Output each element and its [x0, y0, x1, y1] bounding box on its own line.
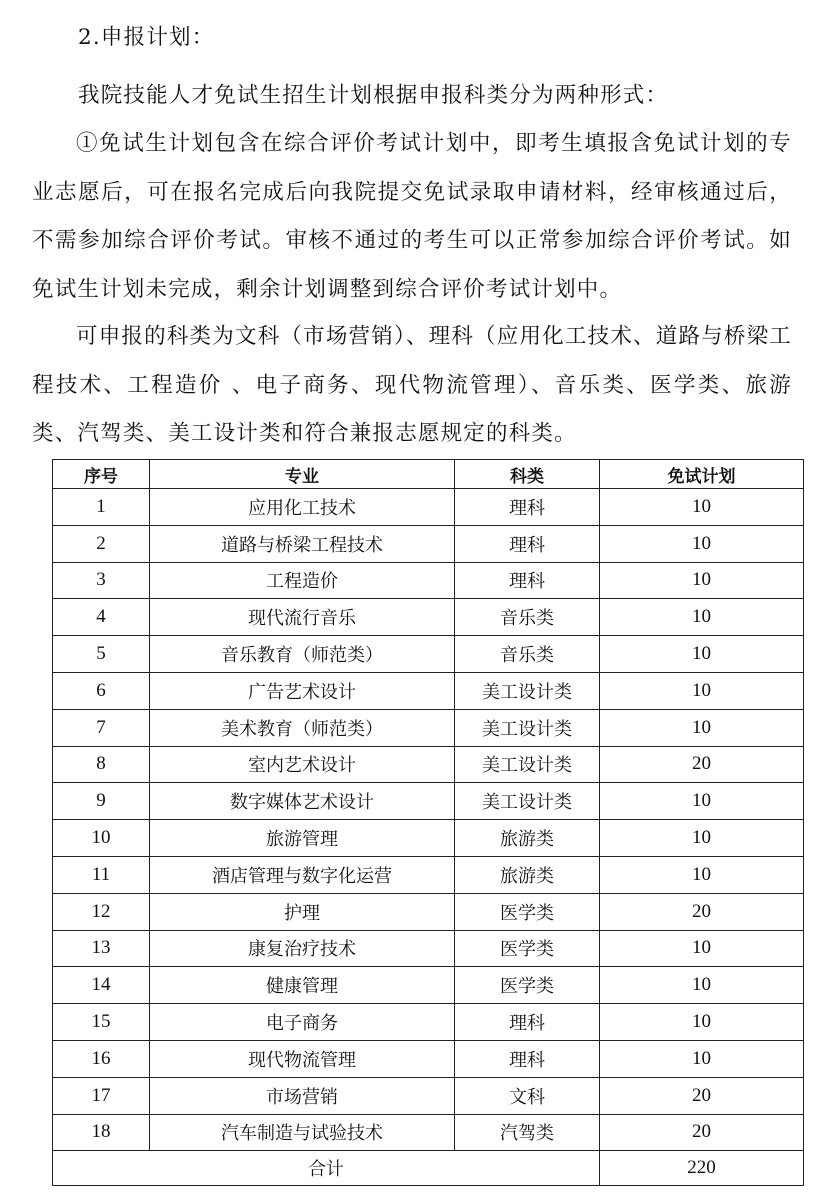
row-plan: 10 — [600, 856, 804, 893]
row-index: 6 — [53, 672, 150, 709]
row-plan: 10 — [600, 709, 804, 746]
table-row — [53, 562, 804, 599]
row-category: 旅游类 — [455, 820, 600, 857]
row-major: 室内艺术设计 — [150, 746, 455, 783]
table-row — [53, 672, 804, 709]
row-category: 医学类 — [455, 893, 600, 930]
row-major: 应用化工技术 — [150, 489, 455, 526]
row-category: 理科 — [455, 1040, 600, 1077]
row-index: 18 — [53, 1114, 150, 1151]
row-major: 酒店管理与数字化运营 — [150, 856, 455, 893]
row-category: 美工设计类 — [455, 746, 600, 783]
row-major: 数字媒体艺术设计 — [150, 783, 455, 820]
table-header-row — [53, 460, 804, 489]
row-category: 文科 — [455, 1077, 600, 1114]
row-index: 17 — [53, 1077, 150, 1114]
row-major: 广告艺术设计 — [150, 672, 455, 709]
row-category: 医学类 — [455, 967, 600, 1004]
row-plan: 10 — [600, 820, 804, 857]
table-row — [53, 783, 804, 820]
row-major: 护理 — [150, 893, 455, 930]
table-row — [53, 820, 804, 857]
row-major: 电子商务 — [150, 1004, 455, 1041]
row-major: 音乐教育（师范类） — [150, 636, 455, 673]
table-row — [53, 746, 804, 783]
row-plan: 10 — [600, 562, 804, 599]
table-body — [53, 489, 804, 1151]
row-plan: 10 — [600, 672, 804, 709]
table-row — [53, 967, 804, 1004]
row-category: 音乐类 — [455, 636, 600, 673]
table-row — [53, 930, 804, 967]
table-row — [53, 856, 804, 893]
section-heading: 2.申报计划： — [78, 25, 215, 50]
row-plan: 10 — [600, 930, 804, 967]
row-index: 10 — [53, 820, 150, 857]
intro-paragraph: 我院技能人才免试生招生计划根据申报科类分为两种形式： — [78, 83, 669, 108]
table-row — [53, 1040, 804, 1077]
row-index: 3 — [53, 562, 150, 599]
row-plan: 10 — [600, 967, 804, 1004]
total-label: 合计 — [53, 1151, 600, 1186]
table-row — [53, 1004, 804, 1041]
rule-paragraph-1: ①免试生计划包含在综合评价考试计划中，即考生填报含免试计划的专业志愿后，可在报名完成后向我院提交免试录取申请材料，经审核通过后，不需参加综合评价考试。审核不通过的考生可以正常参加综合评价考试。如免试生计划未完成，剩余计划调整到综合评价考试计划中。 — [32, 131, 792, 302]
row-index: 11 — [53, 856, 150, 893]
row-category: 音乐类 — [455, 599, 600, 636]
row-plan: 10 — [600, 783, 804, 820]
row-category: 美工设计类 — [455, 709, 600, 746]
row-index: 4 — [53, 599, 150, 636]
row-major: 汽车制造与试验技术 — [150, 1114, 455, 1151]
row-index: 15 — [53, 1004, 150, 1041]
row-index: 2 — [53, 525, 150, 562]
row-index: 13 — [53, 930, 150, 967]
table-row — [53, 525, 804, 562]
row-plan: 10 — [600, 1004, 804, 1041]
table-row — [53, 489, 804, 526]
row-category: 旅游类 — [455, 856, 600, 893]
row-major: 市场营销 — [150, 1077, 455, 1114]
header-plan: 免试计划 — [600, 460, 804, 489]
row-major: 工程造价 — [150, 562, 455, 599]
row-major: 道路与桥梁工程技术 — [150, 525, 455, 562]
row-index: 1 — [53, 489, 150, 526]
row-index: 16 — [53, 1040, 150, 1077]
row-category: 理科 — [455, 525, 600, 562]
row-major: 现代流行音乐 — [150, 599, 455, 636]
row-plan: 10 — [600, 636, 804, 673]
row-plan: 10 — [600, 1040, 804, 1077]
row-major: 现代物流管理 — [150, 1040, 455, 1077]
row-plan: 20 — [600, 746, 804, 783]
row-index: 14 — [53, 967, 150, 1004]
row-major: 旅游管理 — [150, 820, 455, 857]
row-major: 美术教育（师范类） — [150, 709, 455, 746]
row-index: 5 — [53, 636, 150, 673]
row-plan: 10 — [600, 489, 804, 526]
row-category: 理科 — [455, 562, 600, 599]
rule-paragraph-2: 可申报的科类为文科（市场营销）、理科（应用化工技术、道路与桥梁工程技术、工程造价 、电子商务、现代物流管理）、音乐类、医学类、旅游类、汽驾类、美工设计类和符合兼报志愿规定的科类。 — [32, 324, 792, 446]
row-major: 康复治疗技术 — [150, 930, 455, 967]
row-category: 医学类 — [455, 930, 600, 967]
total-value: 220 — [600, 1151, 804, 1186]
table-row — [53, 1077, 804, 1114]
table-row — [53, 1114, 804, 1151]
row-index: 8 — [53, 746, 150, 783]
row-category: 美工设计类 — [455, 672, 600, 709]
table-row — [53, 709, 804, 746]
row-category: 理科 — [455, 1004, 600, 1041]
table-row — [53, 893, 804, 930]
row-plan: 20 — [600, 893, 804, 930]
row-major: 健康管理 — [150, 967, 455, 1004]
row-index: 9 — [53, 783, 150, 820]
table-row — [53, 636, 804, 673]
row-index: 7 — [53, 709, 150, 746]
row-category: 理科 — [455, 489, 600, 526]
exemption-plan-table — [52, 459, 804, 1186]
row-plan: 20 — [600, 1077, 804, 1114]
header-major: 专业 — [150, 460, 455, 489]
header-index: 序号 — [53, 460, 150, 489]
table-total-row — [53, 1151, 804, 1186]
table-row — [53, 599, 804, 636]
header-category: 科类 — [455, 460, 600, 489]
row-plan: 20 — [600, 1114, 804, 1151]
row-category: 美工设计类 — [455, 783, 600, 820]
row-plan: 10 — [600, 525, 804, 562]
row-plan: 10 — [600, 599, 804, 636]
row-index: 12 — [53, 893, 150, 930]
row-category: 汽驾类 — [455, 1114, 600, 1151]
